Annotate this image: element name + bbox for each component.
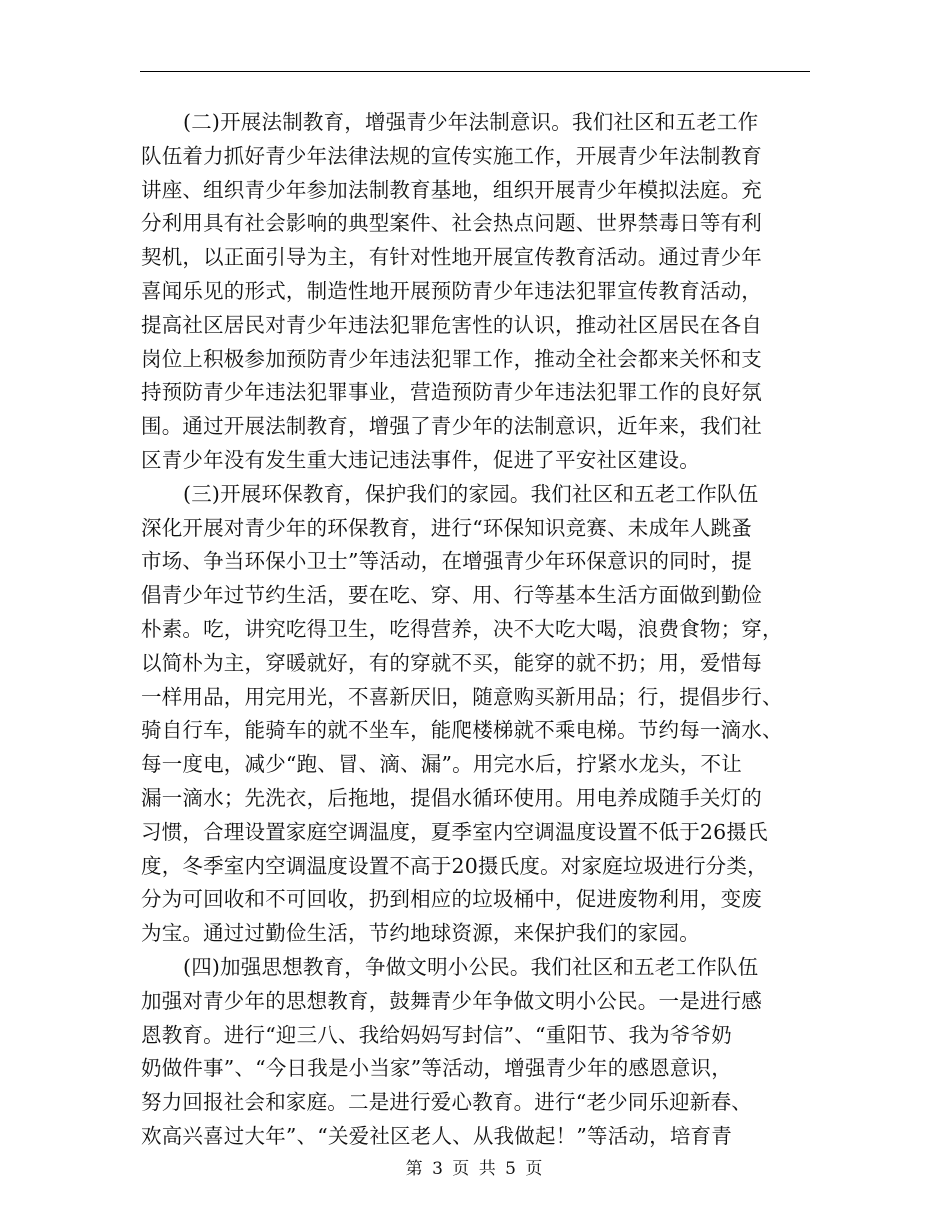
paragraph-line: 恩教育。进行“迎三八、我给妈妈写封信”、“重阳节、我为爷爷奶 xyxy=(141,1022,732,1047)
header-divider xyxy=(140,71,810,72)
paragraph-4-moral-education xyxy=(141,951,805,1154)
paragraph-line: 讲座、组织青少年参加法制教育基地，组织开展青少年模拟法庭。充 xyxy=(141,177,762,202)
paragraph-line: 一样用品，用完用光，不喜新厌旧，随意购买新用品；行，提倡步行、 xyxy=(141,684,783,709)
paragraph-line: 市场、争当环保小卫士”等活动，在增强青少年环保意识的同时，提 xyxy=(141,549,752,574)
paragraph-line: 队伍着力抓好青少年法律法规的宣传实施工作，开展青少年法制教育 xyxy=(141,143,762,168)
paragraph-line: 分为可回收和不可回收，扔到相应的垃圾桶中，促进废物利用，变废 xyxy=(141,887,762,912)
paragraph-line: (四)加强思想教育，争做文明小公民。我们社区和五老工作队伍 xyxy=(183,954,759,979)
paragraph-line: 岗位上积极参加预防青少年违法犯罪工作，推动全社会都来关怀和支 xyxy=(141,346,762,371)
paragraph-line: 骑自行车，能骑车的就不坐车，能爬楼梯就不乘电梯。节约每一滴水、 xyxy=(141,718,783,743)
paragraph-line: 持预防青少年违法犯罪事业，营造预防青少年违法犯罪工作的良好氛 xyxy=(141,380,762,405)
paragraph-line: 喜闻乐见的形式，制造性地开展预防青少年违法犯罪宣传教育活动， xyxy=(141,278,762,303)
paragraph-line: 深化开展对青少年的环保教育，进行“环保知识竞赛、未成年人跳蚤 xyxy=(141,515,752,540)
paragraph-line: 为宝。通过过勤俭生活，节约地球资源，来保护我们的家园。 xyxy=(141,921,700,946)
paragraph-line: 奶做件事”、“今日我是小当家”等活动，增强青少年的感恩意识， xyxy=(141,1056,732,1081)
paragraph-line: 朴素。吃，讲究吃得卫生，吃得营养，决不大吃大喝，浪费食物；穿， xyxy=(141,616,783,641)
paragraph-line: 习惯，合理设置家庭空调温度，夏季室内空调温度设置不低于26摄氏 xyxy=(141,819,768,844)
document-body xyxy=(141,106,805,1154)
paragraph-line: 提高社区居民对青少年违法犯罪危害性的认识，推动社区居民在各自 xyxy=(141,312,762,337)
paragraph-line: 度，冬季室内空调温度设置不高于20摄氏度。对家庭垃圾进行分类， xyxy=(141,853,768,878)
paragraph-line: 努力回报社会和家庭。二是进行爱心教育。进行“老少同乐迎新春、 xyxy=(141,1090,752,1115)
paragraph-line: 契机，以正面引导为主，有针对性地开展宣传教育活动。通过青少年 xyxy=(141,245,762,270)
paragraph-line: 分利用具有社会影响的典型案件、社会热点问题、世界禁毒日等有利 xyxy=(141,211,762,236)
paragraph-line: (三)开展环保教育，保护我们的家园。我们社区和五老工作队伍 xyxy=(183,481,759,506)
paragraph-line: 区青少年没有发生重大违记违法事件，促进了平安社区建设。 xyxy=(141,447,700,472)
paragraph-line: 以简朴为主，穿暖就好，有的穿就不买，能穿的就不扔；用，爱惜每 xyxy=(141,650,762,675)
page-number-footer: 第 3 页 共 5 页 xyxy=(405,1159,545,1179)
paragraph-line: 欢高兴喜过大年”、“关爱社区老人、从我做起！”等活动，培育青 xyxy=(141,1123,732,1148)
paragraph-line: (二)开展法制教育，增强青少年法制意识。我们社区和五老工作 xyxy=(183,110,759,134)
paragraph-line: 漏一滴水；先洗衣，后拖地，提倡水循环使用。用电养成随手关灯的 xyxy=(141,785,762,810)
paragraph-line: 倡青少年过节约生活，要在吃、穿、用、行等基本生活方面做到勤俭 xyxy=(141,583,762,608)
paragraph-line: 每一度电，减少“跑、冒、滴、漏”。用完水后，拧紧水龙头，不让 xyxy=(141,752,742,777)
paragraph-line: 围。通过开展法制教育，增强了青少年的法制意识，近年来，我们社 xyxy=(141,414,762,439)
paragraph-2-legal-education xyxy=(141,106,805,478)
paragraph-line: 加强对青少年的思想教育，鼓舞青少年争做文明小公民。一是进行感 xyxy=(141,988,762,1013)
paragraph-3-environmental-education xyxy=(141,478,805,951)
